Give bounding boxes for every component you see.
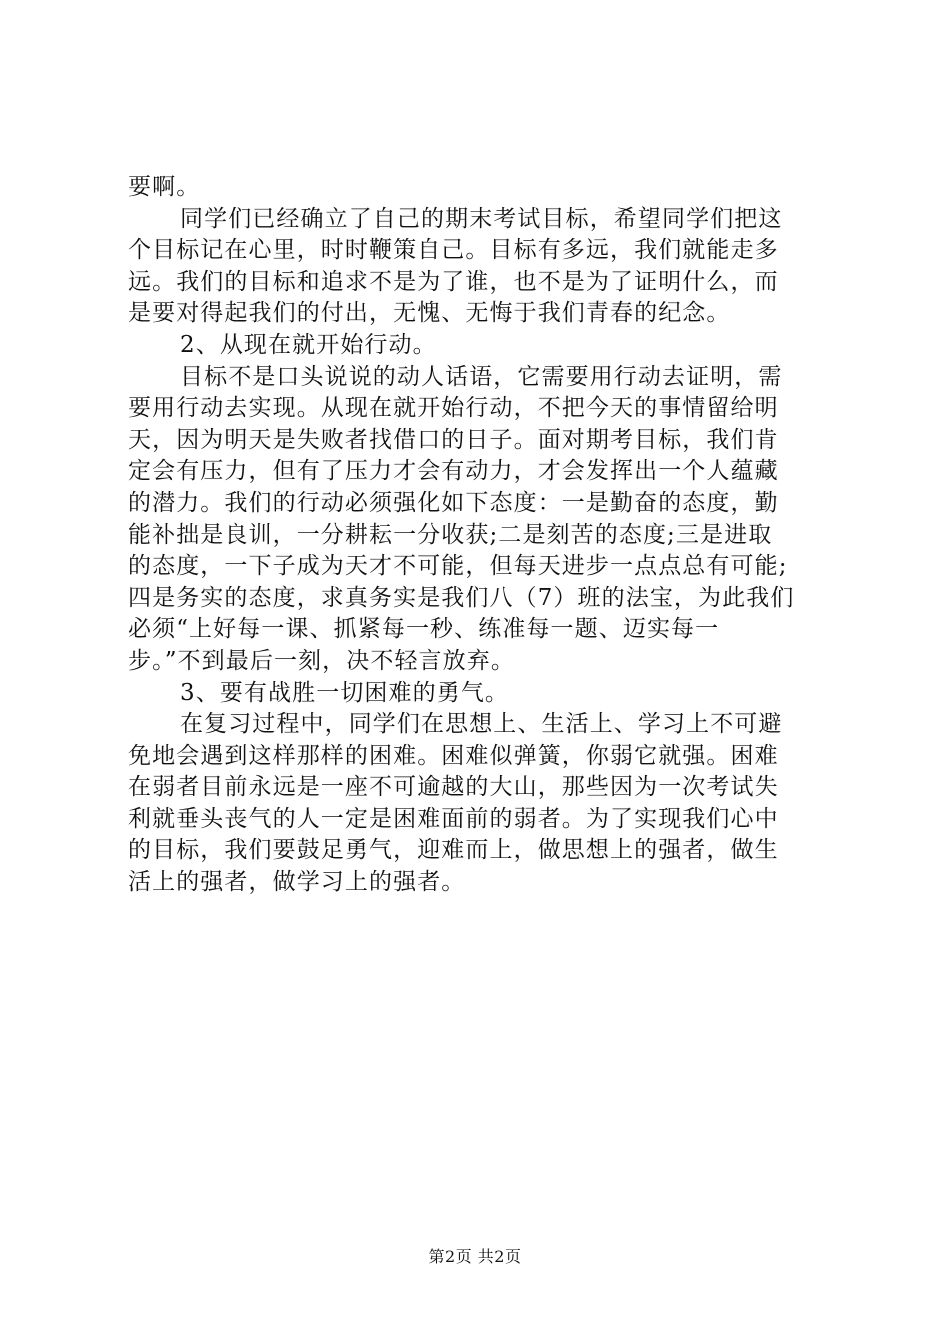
document-body [128,172,828,899]
text-line: 要用行动去实现。从现在就开始行动，不把今天的事情留给明 [128,395,779,422]
text-line: 的潜力。我们的行动必须强化如下态度：一是勤奋的态度，勤 [128,489,779,516]
paragraph-goals [128,204,828,330]
text-line: 在弱者目前永远是一座不可逾越的大山，那些因为一次考试失 [128,774,779,801]
paragraph-action [128,362,828,678]
text-line: 定会有压力，但有了压力才会有动力，才会发挥出一个人蕴藏 [128,458,779,485]
text-line: 2、从现在就开始行动。 [180,331,437,358]
text-line: 目标不是口头说说的动人话语，它需要用行动去证明，需 [180,363,783,390]
page-footer [0,1244,950,1267]
text-line: 的目标，我们要鼓足勇气，迎难而上，做思想上的强者，做生 [128,837,779,864]
text-line: 四是务实的态度，求真务实是我们八（7）班的法宝，为此我们 [128,584,795,611]
paragraph-continuation [128,172,828,204]
text-line: 的态度，一下子成为天才不可能，但每天进步一点点总有可能; [128,553,788,580]
section-heading-3 [128,678,828,710]
text-line: 天，因为明天是失败者找借口的日子。面对期考目标，我们肯 [128,426,779,453]
text-line: 活上的强者，做学习上的强者。 [128,869,466,896]
text-line: 在复习过程中，同学们在思想上、生活上、学习上不可避 [180,711,783,738]
text-line: 免地会遇到这样那样的困难。困难似弹簧，你弱它就强。困难 [128,742,779,769]
section-heading-2 [128,330,828,362]
text-line: 是要对得起我们的付出，无愧、无悔于我们青春的纪念。 [128,300,731,327]
text-line: 要啊。 [128,174,201,200]
paragraph-courage [128,709,828,899]
text-line: 3、要有战胜一切困难的勇气。 [180,679,510,706]
text-line: 个目标记在心里，时时鞭策自己。目标有多远，我们就能走多 [128,237,779,264]
text-line: 同学们已经确立了自己的期末考试目标，希望同学们把这 [180,205,783,232]
text-line: 步。”不到最后一刻，决不轻言放弃。 [128,647,515,674]
text-line: 利就垂头丧气的人一定是困难面前的弱者。为了实现我们心中 [128,805,779,832]
text-line: 能补拙是良训，一分耕耘一分收获;二是刻苦的态度;三是进取 [128,521,773,548]
text-line: 远。我们的目标和追求不是为了谁，也不是为了证明什么，而 [128,268,779,295]
text-line: 必须“上好每一课、抓紧每一秒、练准每一题、迈实每一 [128,616,720,643]
page-number: 第2页 共2页 [428,1247,522,1266]
